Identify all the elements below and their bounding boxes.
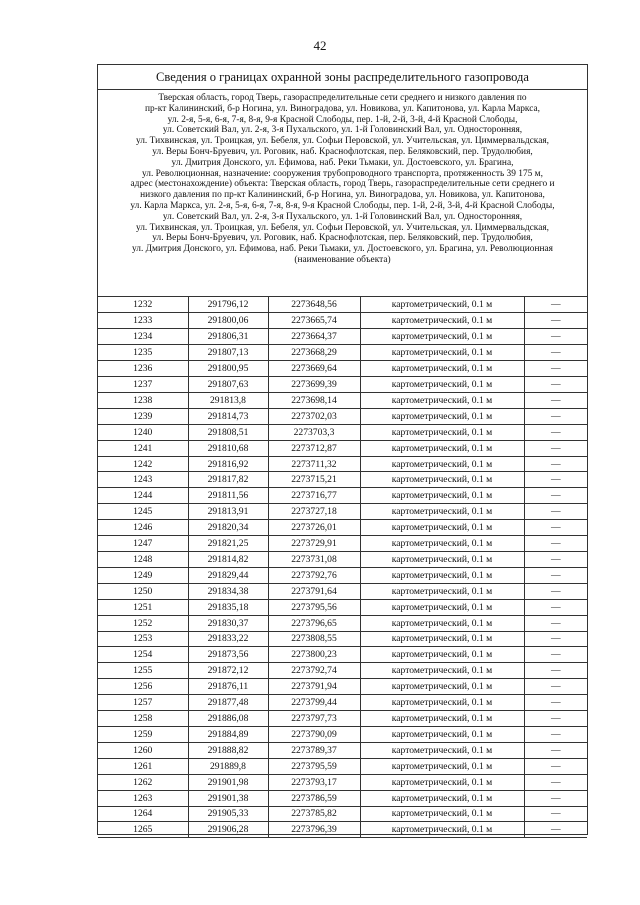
description-cell: — xyxy=(524,567,587,583)
x-coordinate-cell: 291800,95 xyxy=(188,361,268,377)
table-row xyxy=(98,552,587,568)
description-cell: — xyxy=(524,345,587,361)
point-number-cell: 1241 xyxy=(98,440,188,456)
description-line: Тверская область, город Тверь, газораспределительные сети среднего и низкого давления по xyxy=(158,93,527,103)
description-line: ул. Советский Вал, ул. 2-я, 3-я Пухальского, ул. 1-й Головинский Вал, ул. Односторонняя, xyxy=(162,211,523,222)
point-number-cell: 1236 xyxy=(98,361,188,377)
description-cell: — xyxy=(524,488,587,504)
description-cell: — xyxy=(524,377,587,393)
x-coordinate-cell: 291810,68 xyxy=(188,440,268,456)
method-accuracy-cell: картометрический, 0.1 м xyxy=(360,472,524,488)
description-cell: — xyxy=(524,758,587,774)
method-accuracy-cell: картометрический, 0.1 м xyxy=(360,679,524,695)
method-accuracy-cell: картометрический, 0.1 м xyxy=(360,552,524,568)
description-cell: — xyxy=(524,806,587,822)
x-coordinate-cell: 291872,12 xyxy=(188,663,268,679)
point-number-cell: 1245 xyxy=(98,504,188,520)
table-row xyxy=(98,599,587,615)
y-coordinate-cell: 2273668,29 xyxy=(268,345,360,361)
y-coordinate-cell: 2273789,37 xyxy=(268,742,360,758)
point-number-cell: 1243 xyxy=(98,472,188,488)
x-coordinate-cell: 291814,73 xyxy=(188,408,268,424)
method-accuracy-cell: картометрический, 0.1 м xyxy=(360,377,524,393)
description-cell: — xyxy=(524,695,587,711)
table-row xyxy=(98,408,587,424)
y-coordinate-cell: 2273799,44 xyxy=(268,695,360,711)
y-coordinate-cell: 2273796,65 xyxy=(268,615,360,631)
point-number-cell: 1235 xyxy=(98,345,188,361)
point-number-cell: 1233 xyxy=(98,313,188,329)
point-number-cell: 1251 xyxy=(98,599,188,615)
description-cell: — xyxy=(524,313,587,329)
table-row xyxy=(98,440,587,456)
y-coordinate-cell: 2273793,17 xyxy=(268,774,360,790)
x-coordinate-cell: 291808,51 xyxy=(188,424,268,440)
table-row xyxy=(98,488,587,504)
point-number-cell: 1232 xyxy=(98,297,188,313)
description-line: адрес (местонахождение) объекта: Тверская область, город Тверь, газораспределительные сети среднего и xyxy=(130,179,555,190)
y-coordinate-cell: 2273791,94 xyxy=(268,679,360,695)
x-coordinate-cell: 291884,89 xyxy=(188,726,268,742)
description-line: ул. Дмитрия Донского, ул. Ефимова, наб. Реки Тьмаки, ул. Достоевского, ул. Брагина, ул. Революционная xyxy=(132,244,553,255)
y-coordinate-cell: 2273800,23 xyxy=(268,647,360,663)
description-cell: — xyxy=(524,822,587,838)
description-cell: — xyxy=(524,520,587,536)
point-number-cell: 1258 xyxy=(98,711,188,727)
point-number-cell: 1264 xyxy=(98,806,188,822)
method-accuracy-cell: картометрический, 0.1 м xyxy=(360,631,524,647)
table-row xyxy=(98,822,587,838)
table-row xyxy=(98,392,587,408)
table-row xyxy=(98,424,587,440)
method-accuracy-cell: картометрический, 0.1 м xyxy=(360,297,524,313)
x-coordinate-cell: 291814,82 xyxy=(188,552,268,568)
method-accuracy-cell: картометрический, 0.1 м xyxy=(360,742,524,758)
table-row xyxy=(98,726,587,742)
description-cell: — xyxy=(524,361,587,377)
description-cell: — xyxy=(524,536,587,552)
y-coordinate-cell: 2273785,82 xyxy=(268,806,360,822)
y-coordinate-cell: 2273715,21 xyxy=(268,472,360,488)
table-row xyxy=(98,711,587,727)
table-row xyxy=(98,361,587,377)
table-row xyxy=(98,631,587,647)
method-accuracy-cell: картометрический, 0.1 м xyxy=(360,361,524,377)
table-row xyxy=(98,695,587,711)
table-row xyxy=(98,377,587,393)
description-cell: — xyxy=(524,711,587,727)
table-row xyxy=(98,520,587,536)
description-cell: — xyxy=(524,615,587,631)
description-line: ул. 2-я, 5-я, 6-я, 7-я, 8-я, 9-я Красной Слободы, пер. 1-й, 2-й, 3-й, 4-й Красной Слободы, xyxy=(167,114,518,125)
y-coordinate-cell: 2273648,56 xyxy=(268,297,360,313)
x-coordinate-cell: 291830,37 xyxy=(188,615,268,631)
method-accuracy-cell: картометрический, 0.1 м xyxy=(360,726,524,742)
description-cell: — xyxy=(524,631,587,647)
description-cell: — xyxy=(524,297,587,313)
table-row xyxy=(98,583,587,599)
table-row xyxy=(98,742,587,758)
description-cell: — xyxy=(524,504,587,520)
description-line: ул. Карла Маркса, ул. 2-я, 5-я, 6-я, 7-я, 8-я, 9-я Красной Слободы, пер. 1-й, 2-й, 3-й, 4-й Красной Слободы, xyxy=(130,200,555,211)
point-number-cell: 1265 xyxy=(98,822,188,838)
description-cell: — xyxy=(524,647,587,663)
method-accuracy-cell: картометрический, 0.1 м xyxy=(360,313,524,329)
description-cell: — xyxy=(524,552,587,568)
y-coordinate-cell: 2273726,01 xyxy=(268,520,360,536)
y-coordinate-cell: 2273790,09 xyxy=(268,726,360,742)
method-accuracy-cell: картометрический, 0.1 м xyxy=(360,440,524,456)
description-line: ул. Революционная, назначение: сооружения трубопроводного транспорта, протяженность 39 175 м, xyxy=(142,168,543,179)
point-number-cell: 1242 xyxy=(98,456,188,472)
y-coordinate-cell: 2273729,91 xyxy=(268,536,360,552)
point-number-cell: 1259 xyxy=(98,726,188,742)
x-coordinate-cell: 291888,82 xyxy=(188,742,268,758)
method-accuracy-cell: картометрический, 0.1 м xyxy=(360,711,524,727)
point-number-cell: 1234 xyxy=(98,329,188,345)
y-coordinate-cell: 2273792,74 xyxy=(268,663,360,679)
x-coordinate-cell: 291796,12 xyxy=(188,297,268,313)
table-row xyxy=(98,297,587,313)
y-coordinate-cell: 2273808,55 xyxy=(268,631,360,647)
description-cell: — xyxy=(524,790,587,806)
method-accuracy-cell: картометрический, 0.1 м xyxy=(360,329,524,345)
method-accuracy-cell: картометрический, 0.1 м xyxy=(360,456,524,472)
x-coordinate-cell: 291806,31 xyxy=(188,329,268,345)
point-number-cell: 1253 xyxy=(98,631,188,647)
x-coordinate-cell: 291813,91 xyxy=(188,504,268,520)
y-coordinate-cell: 2273711,32 xyxy=(268,456,360,472)
method-accuracy-cell: картометрический, 0.1 м xyxy=(360,599,524,615)
y-coordinate-cell: 2273664,37 xyxy=(268,329,360,345)
method-accuracy-cell: картометрический, 0.1 м xyxy=(360,647,524,663)
y-coordinate-cell: 2273727,18 xyxy=(268,504,360,520)
table-row xyxy=(98,790,587,806)
description-cell: — xyxy=(524,472,587,488)
x-coordinate-cell: 291813,8 xyxy=(188,392,268,408)
description-cell: — xyxy=(524,774,587,790)
x-coordinate-cell: 291811,56 xyxy=(188,488,268,504)
y-coordinate-cell: 2273699,39 xyxy=(268,377,360,393)
x-coordinate-cell: 291877,48 xyxy=(188,695,268,711)
y-coordinate-cell: 2273795,59 xyxy=(268,758,360,774)
table-row xyxy=(98,758,587,774)
table-row xyxy=(98,663,587,679)
y-coordinate-cell: 2273786,59 xyxy=(268,790,360,806)
x-coordinate-cell: 291816,92 xyxy=(188,456,268,472)
point-number-cell: 1237 xyxy=(98,377,188,393)
description-cell: — xyxy=(524,583,587,599)
x-coordinate-cell: 291906,28 xyxy=(188,822,268,838)
object-description xyxy=(98,90,587,297)
method-accuracy-cell: картометрический, 0.1 м xyxy=(360,790,524,806)
y-coordinate-cell: 2273702,03 xyxy=(268,408,360,424)
method-accuracy-cell: картометрический, 0.1 м xyxy=(360,345,524,361)
table-row xyxy=(98,536,587,552)
point-number-cell: 1252 xyxy=(98,615,188,631)
point-number-cell: 1246 xyxy=(98,520,188,536)
x-coordinate-cell: 291833,22 xyxy=(188,631,268,647)
point-number-cell: 1238 xyxy=(98,392,188,408)
x-coordinate-cell: 291886,08 xyxy=(188,711,268,727)
table-row xyxy=(98,504,587,520)
method-accuracy-cell: картометрический, 0.1 м xyxy=(360,536,524,552)
point-number-cell: 1244 xyxy=(98,488,188,504)
y-coordinate-cell: 2273669,64 xyxy=(268,361,360,377)
description-line: ул. Веры Бонч-Бруевич, ул. Роговик, наб. Краснофлотская, пер. Беляковский, пер. Трудолюбия, xyxy=(152,233,533,244)
point-number-cell: 1256 xyxy=(98,679,188,695)
table-row xyxy=(98,774,587,790)
description-cell: — xyxy=(524,599,587,615)
y-coordinate-cell: 2273791,64 xyxy=(268,583,360,599)
table-row xyxy=(98,806,587,822)
method-accuracy-cell: картометрический, 0.1 м xyxy=(360,774,524,790)
point-number-cell: 1250 xyxy=(98,583,188,599)
point-number-cell: 1247 xyxy=(98,536,188,552)
method-accuracy-cell: картометрический, 0.1 м xyxy=(360,806,524,822)
x-coordinate-cell: 291889,8 xyxy=(188,758,268,774)
coordinates-table-body xyxy=(98,297,587,838)
x-coordinate-cell: 291901,98 xyxy=(188,774,268,790)
y-coordinate-cell: 2273716,77 xyxy=(268,488,360,504)
description-line: ул. Веры Бонч-Бруевич, ул. Роговик, наб. Краснофлотская, пер. Беляковский, пер. Трудолюбия, xyxy=(152,146,533,157)
method-accuracy-cell: картометрический, 0.1 м xyxy=(360,663,524,679)
document-title: Сведения о границах охранной зоны распределительного газопровода xyxy=(98,65,587,90)
table-row xyxy=(98,456,587,472)
y-coordinate-cell: 2273703,3 xyxy=(268,424,360,440)
method-accuracy-cell: картометрический, 0.1 м xyxy=(360,392,524,408)
table-row xyxy=(98,647,587,663)
point-number-cell: 1248 xyxy=(98,552,188,568)
x-coordinate-cell: 291835,18 xyxy=(188,599,268,615)
y-coordinate-cell: 2273795,56 xyxy=(268,599,360,615)
method-accuracy-cell: картометрический, 0.1 м xyxy=(360,615,524,631)
x-coordinate-cell: 291807,63 xyxy=(188,377,268,393)
description-cell: — xyxy=(524,392,587,408)
method-accuracy-cell: картометрический, 0.1 м xyxy=(360,424,524,440)
x-coordinate-cell: 291820,34 xyxy=(188,520,268,536)
page-number: 42 xyxy=(313,38,327,53)
coordinates-table xyxy=(98,297,587,838)
description-line: (наименование объекта) xyxy=(294,254,391,265)
method-accuracy-cell: картометрический, 0.1 м xyxy=(360,758,524,774)
x-coordinate-cell: 291829,44 xyxy=(188,567,268,583)
description-cell: — xyxy=(524,742,587,758)
method-accuracy-cell: картометрический, 0.1 м xyxy=(360,583,524,599)
table-row xyxy=(98,313,587,329)
description-cell: — xyxy=(524,679,587,695)
point-number-cell: 1255 xyxy=(98,663,188,679)
description-line: низкого давления по пр-кт Калининский, б-р Ногина, ул. Виноградова, ул. Новикова, ул. Капитонова, xyxy=(140,190,545,201)
description-cell: — xyxy=(524,440,587,456)
y-coordinate-cell: 2273792,76 xyxy=(268,567,360,583)
point-number-cell: 1260 xyxy=(98,742,188,758)
y-coordinate-cell: 2273712,87 xyxy=(268,440,360,456)
table-row xyxy=(98,472,587,488)
description-line: пр-кт Калининский, б-р Ногина, ул. Виноградова, ул. Новикова, ул. Капитонова, ул. Карла Маркса, xyxy=(144,103,541,114)
x-coordinate-cell: 291873,56 xyxy=(188,647,268,663)
table-row xyxy=(98,345,587,361)
x-coordinate-cell: 291817,82 xyxy=(188,472,268,488)
description-cell: — xyxy=(524,408,587,424)
x-coordinate-cell: 291807,13 xyxy=(188,345,268,361)
description-cell: — xyxy=(524,726,587,742)
point-number-cell: 1262 xyxy=(98,774,188,790)
y-coordinate-cell: 2273731,08 xyxy=(268,552,360,568)
document-frame xyxy=(97,64,588,835)
method-accuracy-cell: картометрический, 0.1 м xyxy=(360,520,524,536)
x-coordinate-cell: 291800,06 xyxy=(188,313,268,329)
point-number-cell: 1240 xyxy=(98,424,188,440)
y-coordinate-cell: 2273796,39 xyxy=(268,822,360,838)
x-coordinate-cell: 291821,25 xyxy=(188,536,268,552)
point-number-cell: 1239 xyxy=(98,408,188,424)
description-line: ул. Дмитрия Донского, ул. Ефимова, наб. Реки Тьмаки, ул. Достоевского, ул. Брагина, xyxy=(171,157,514,168)
x-coordinate-cell: 291901,38 xyxy=(188,790,268,806)
table-row xyxy=(98,329,587,345)
x-coordinate-cell: 291905,33 xyxy=(188,806,268,822)
method-accuracy-cell: картометрический, 0.1 м xyxy=(360,408,524,424)
description-line: ул. Тихвинская, ул. Троицкая, ул. Бебеля, ул. Софьи Перовской, ул. Учительская, ул. Циммервальдская, xyxy=(135,136,550,147)
description-line: ул. Советский Вал, ул. 2-я, 3-я Пухальского, ул. 1-й Головинский Вал, ул. Односторонняя, xyxy=(162,125,523,136)
table-row xyxy=(98,615,587,631)
method-accuracy-cell: картометрический, 0.1 м xyxy=(360,488,524,504)
point-number-cell: 1263 xyxy=(98,790,188,806)
description-cell: — xyxy=(524,329,587,345)
point-number-cell: 1257 xyxy=(98,695,188,711)
y-coordinate-cell: 2273797,73 xyxy=(268,711,360,727)
y-coordinate-cell: 2273665,74 xyxy=(268,313,360,329)
method-accuracy-cell: картометрический, 0.1 м xyxy=(360,695,524,711)
y-coordinate-cell: 2273698,14 xyxy=(268,392,360,408)
table-row xyxy=(98,679,587,695)
description-cell: — xyxy=(524,663,587,679)
description-cell: — xyxy=(524,424,587,440)
description-cell: — xyxy=(524,456,587,472)
point-number-cell: 1249 xyxy=(98,567,188,583)
method-accuracy-cell: картометрический, 0.1 м xyxy=(360,822,524,838)
description-line: ул. Тихвинская, ул. Троицкая, ул. Бебеля, ул. Софьи Перовской, ул. Учительская, ул. Циммервальдская, xyxy=(135,222,550,233)
method-accuracy-cell: картометрический, 0.1 м xyxy=(360,504,524,520)
x-coordinate-cell: 291876,11 xyxy=(188,679,268,695)
table-row xyxy=(98,567,587,583)
method-accuracy-cell: картометрический, 0.1 м xyxy=(360,567,524,583)
point-number-cell: 1261 xyxy=(98,758,188,774)
point-number-cell: 1254 xyxy=(98,647,188,663)
x-coordinate-cell: 291834,38 xyxy=(188,583,268,599)
